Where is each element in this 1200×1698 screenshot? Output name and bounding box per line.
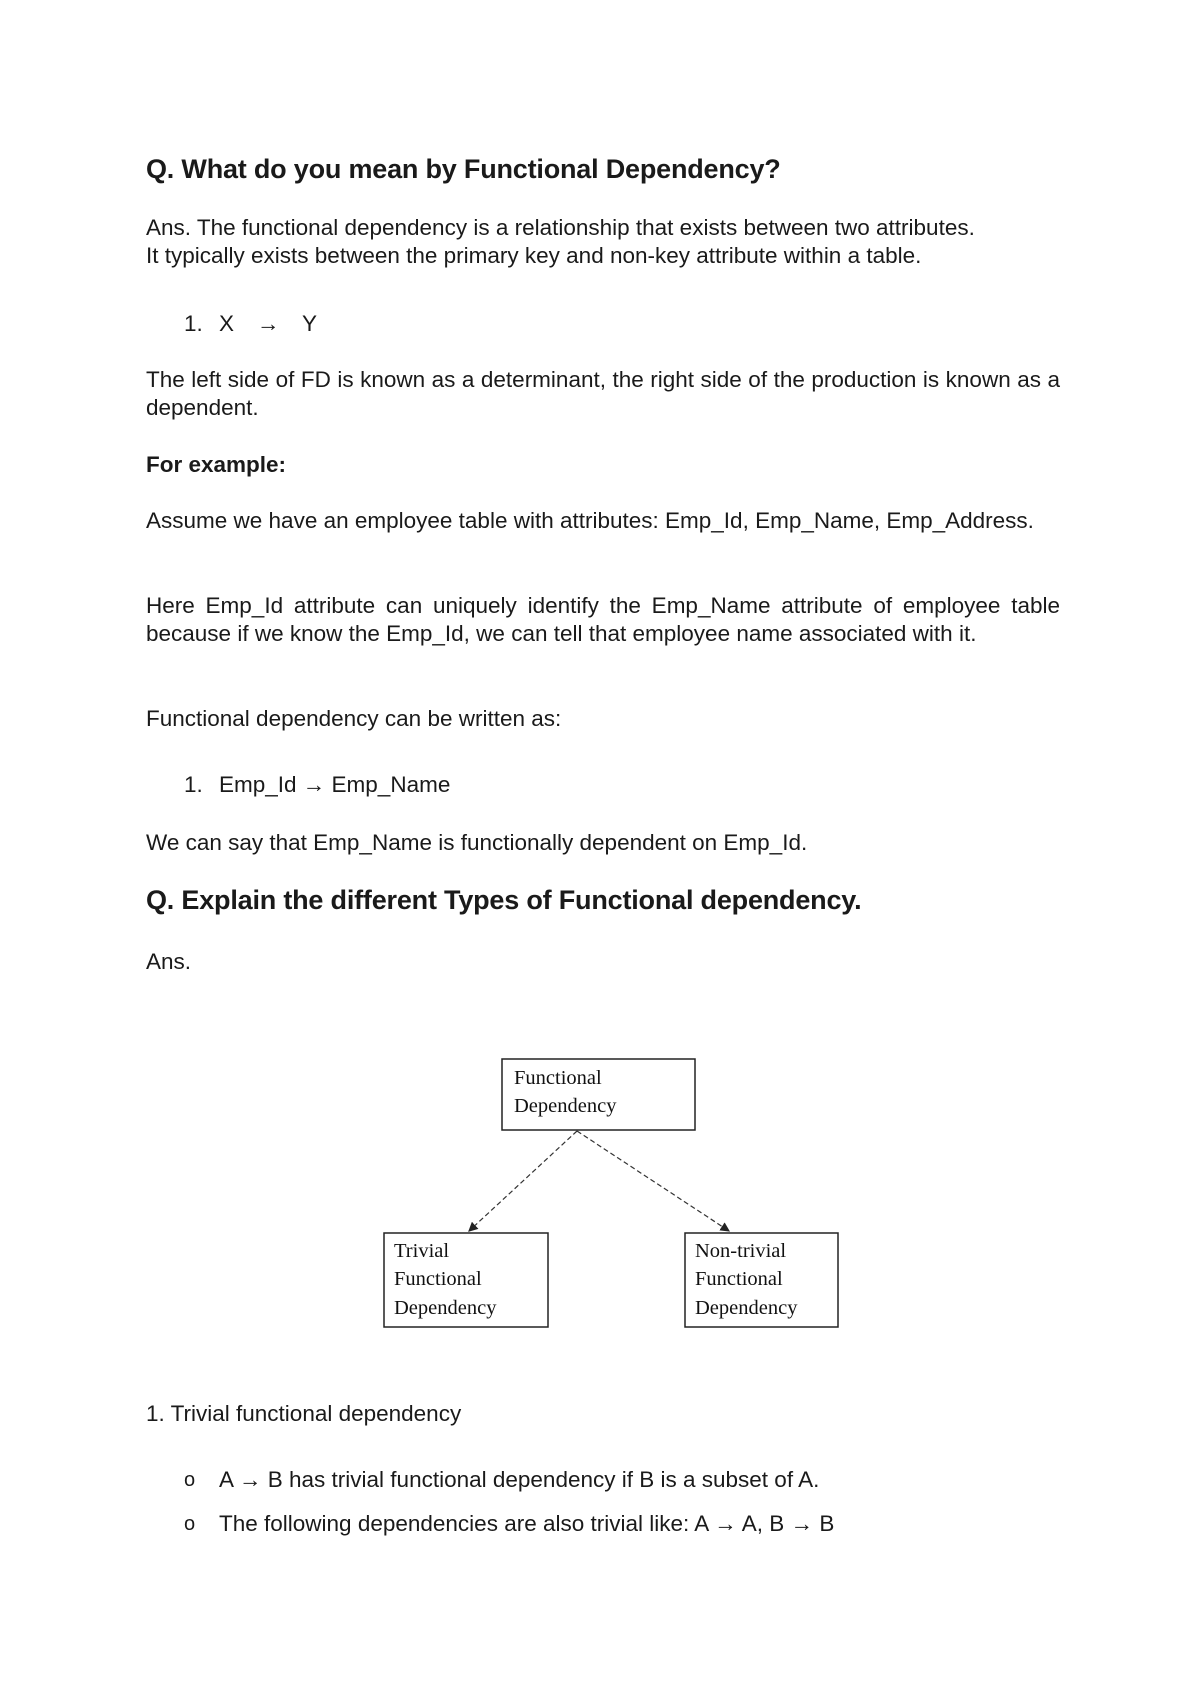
bullet-text: The following dependencies are also trivial like: A → A, B → B [219, 1511, 835, 1536]
formula-right: Y [302, 311, 318, 336]
arrow-to-trivial [469, 1131, 577, 1231]
non-trivial-node [685, 1233, 838, 1327]
root-node [502, 1059, 695, 1130]
example-label: For example: [146, 452, 287, 477]
root-label-line-1: Functional [514, 1067, 602, 1089]
formula-left: X [219, 311, 235, 336]
question-1-heading: Q. What do you mean by Functional Dependency? [146, 154, 781, 184]
conclusion-text: We can say that Emp_Name is functionally dependent on Emp_Id. [146, 830, 808, 855]
formula2-number: 1. [184, 772, 203, 797]
formula-arrow: → [257, 311, 280, 336]
bullet-text: A → B has trivial functional dependency if B is a subset of A. [219, 1467, 820, 1492]
determinant-paragraph: The left side of FD is known as a determinant, the right side of the production is known as a dependent. [146, 367, 1060, 420]
trivial-node [384, 1233, 548, 1327]
formula-number: 1. [184, 311, 203, 336]
trivial-section-title: 1. Trivial functional dependency [146, 1401, 462, 1426]
formula2-expression: Emp_Id → Emp_Name [219, 772, 451, 797]
non-trivial-label-line-2: Functional [695, 1268, 783, 1290]
arrow-to-non-trivial [577, 1131, 729, 1231]
answer-1-line-1: Ans. The functional dependency is a relationship that exists between two attributes. [146, 215, 975, 240]
root-label-line-2: Dependency [514, 1095, 617, 1117]
bullet-marker: o [184, 1513, 196, 1535]
question-2-heading: Q. Explain the different Types of Functional dependency. [146, 885, 862, 915]
example-paragraph: Assume we have an employee table with attributes: Emp_Id, Emp_Name, Emp_Address. [146, 508, 1034, 533]
bullet-marker: o [184, 1469, 196, 1491]
answer-1-line-2: It typically exists between the primary key and non-key attribute within a table. [146, 243, 922, 268]
answer-2-label: Ans. [146, 949, 192, 974]
trivial-label-line-2: Functional [394, 1268, 482, 1290]
non-trivial-label-line-3: Dependency [695, 1297, 798, 1319]
trivial-label-line-3: Dependency [394, 1297, 497, 1319]
non-trivial-label-line-1: Non-trivial [695, 1240, 787, 1262]
explanation-paragraph: Here Emp_Id attribute can uniquely identify the Emp_Name attribute of employee table because if we know the Emp_Id, we can tell that employee name associated with it. [146, 593, 1060, 646]
trivial-label-line-1: Trivial [394, 1240, 450, 1262]
written-as-text: Functional dependency can be written as: [146, 706, 562, 731]
